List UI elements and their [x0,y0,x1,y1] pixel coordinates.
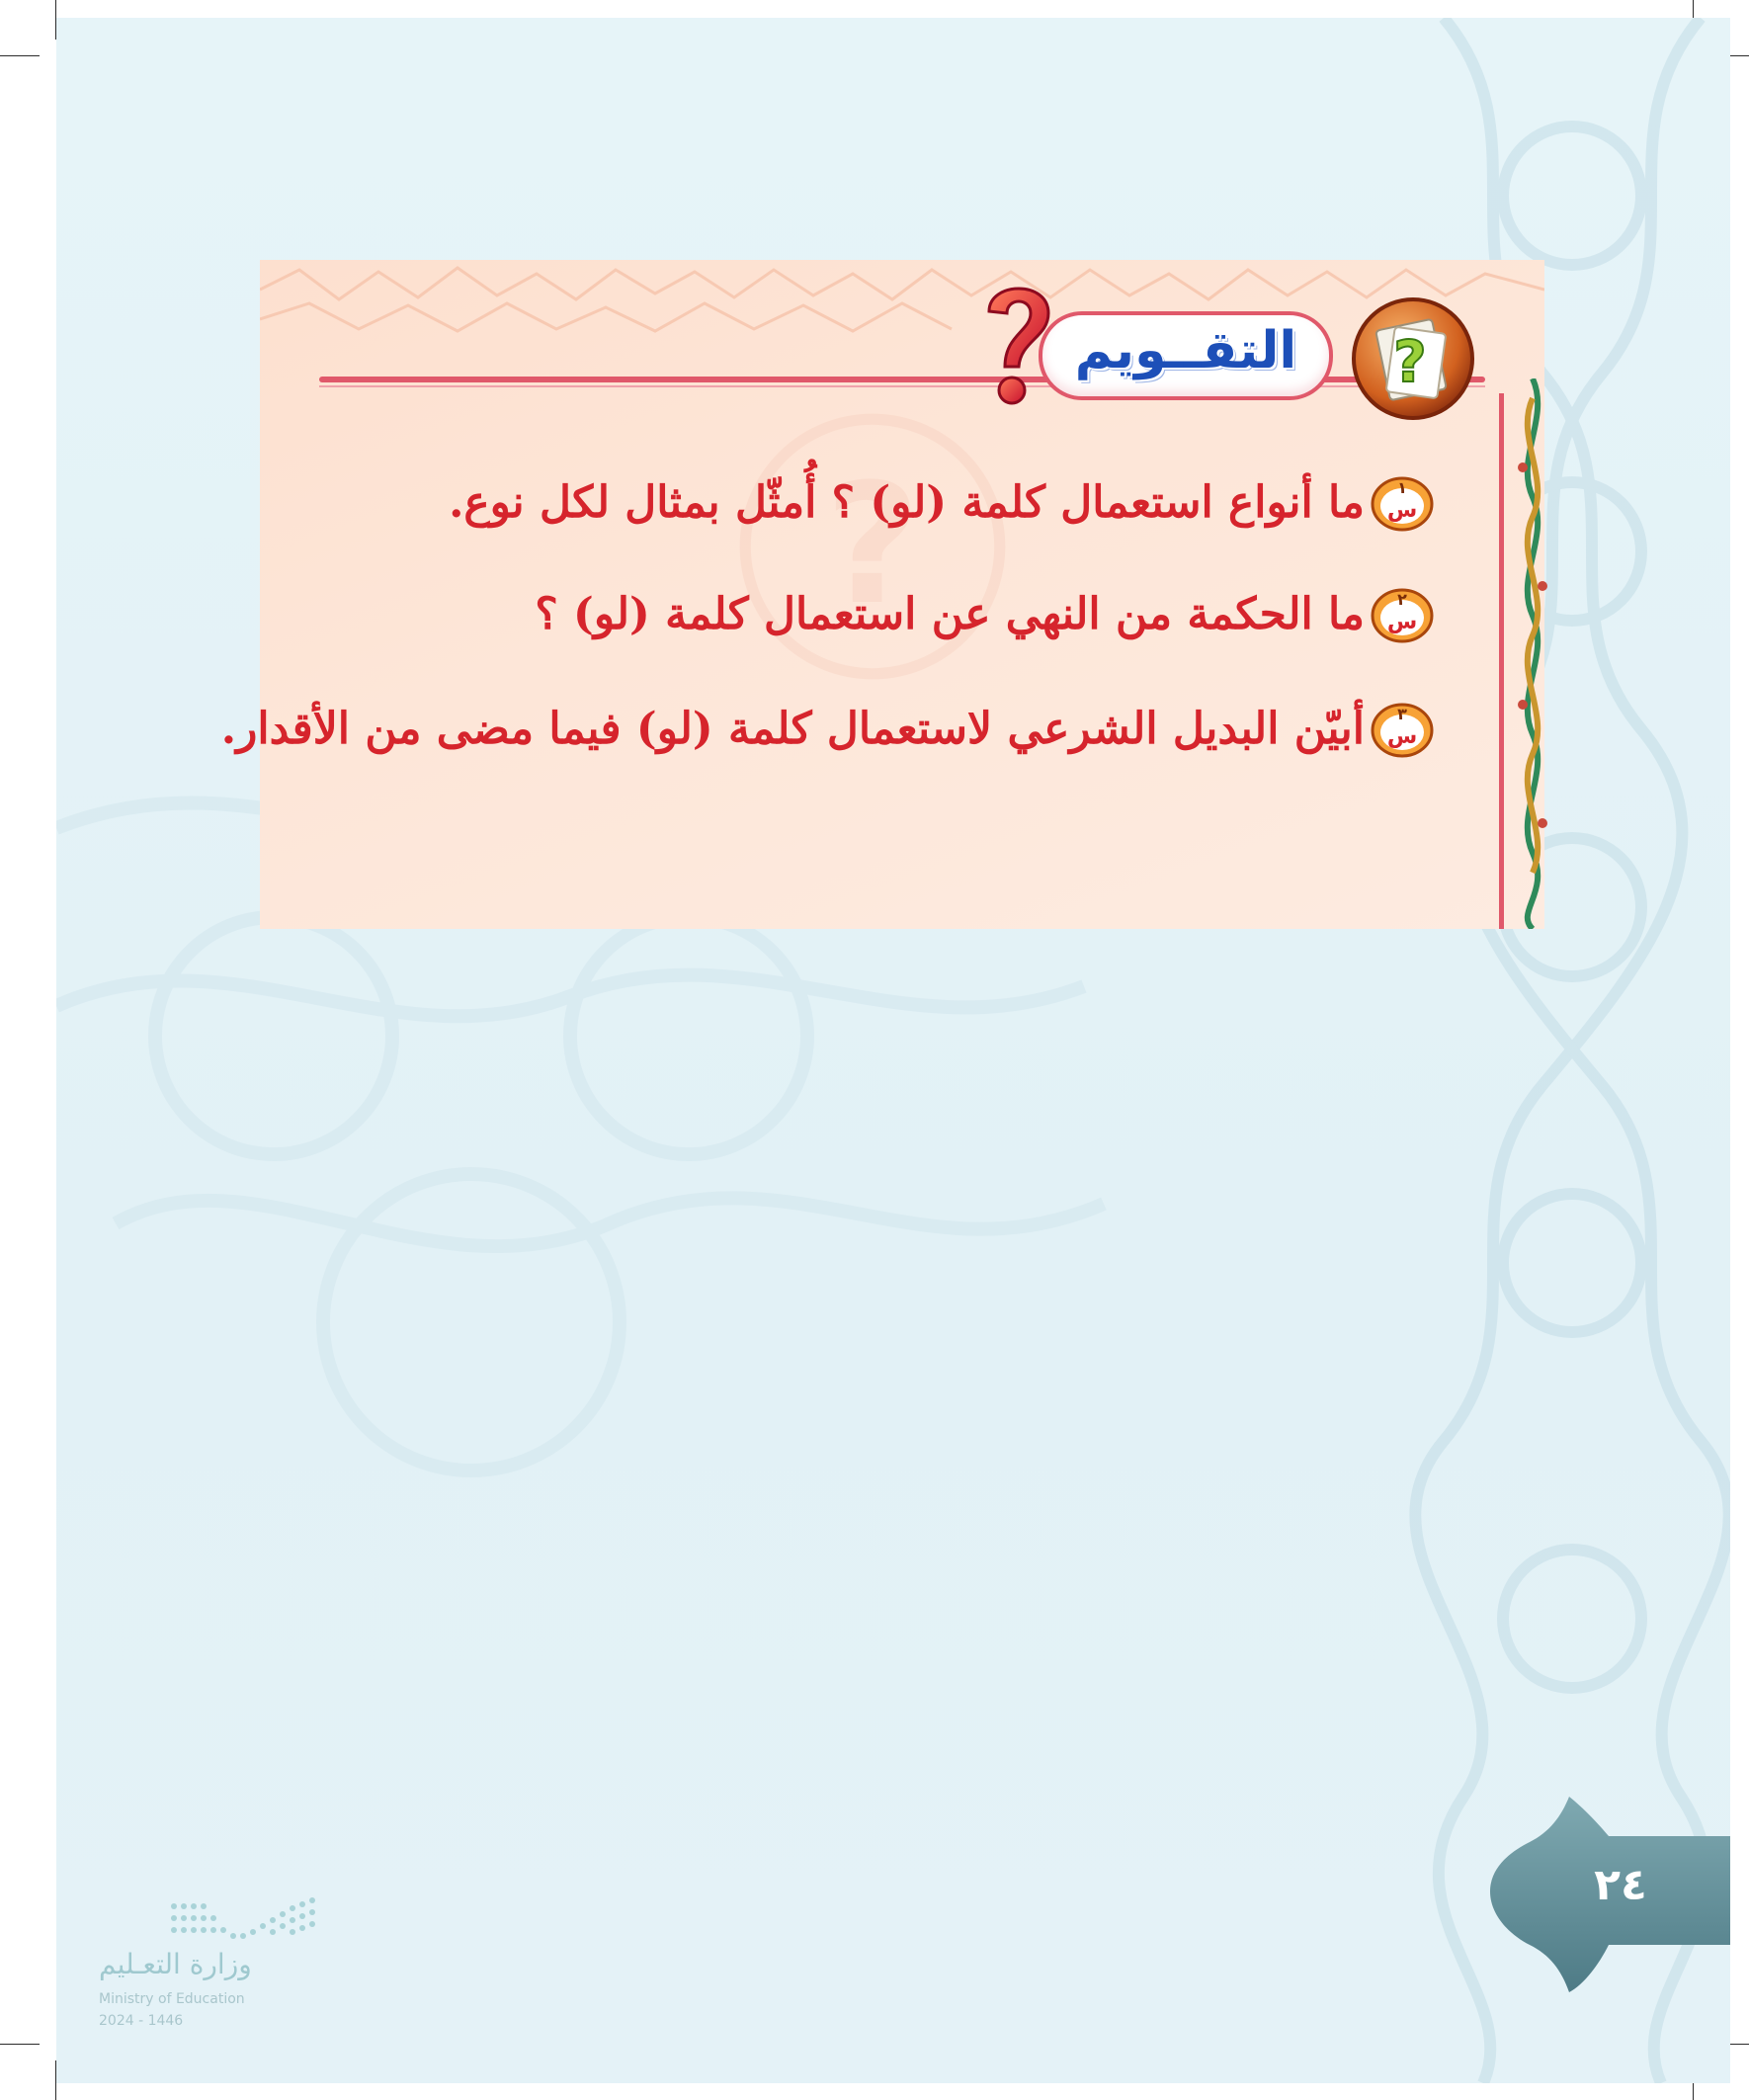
ministry-name-english: Ministry of Education [99,1991,245,2007]
question-badge-letter: س [1386,498,1418,523]
question-item-1 [449,462,1436,542]
question-text: ما أنواع استعمال كلمة (لو) ؟ أُمثّل بمثال لكل نوع. [449,476,1365,528]
section-title-pill [1039,311,1333,400]
question-item-3 [221,689,1436,768]
question-badge-icon [1369,698,1436,759]
question-badge-letter: س [1386,610,1418,634]
question-paper-emblem-icon [1349,294,1477,423]
question-badge-letter: س [1386,724,1418,749]
crop-mark [0,55,40,56]
side-rule [1499,393,1504,929]
question-badge-icon [1369,471,1436,533]
svg-text:?: ? [1393,328,1427,395]
crop-mark [0,2044,40,2045]
section-title: التقــويم [1074,321,1297,380]
ministry-logo-dots-icon [168,1892,316,1948]
question-text: أبيّن البديل الشرعي لاستعمال كلمة (لو) فيما مضى من الأقدار. [220,703,1365,754]
ministry-name-arabic: وزارة التعـليم [99,1948,252,1980]
vine-ornament [1511,378,1554,929]
question-badge-number: ١ [1397,478,1407,497]
question-badge-number: ٣ [1397,705,1407,723]
ministry-logo [99,1892,326,2031]
question-badge-icon [1369,583,1436,644]
evaluation-card [220,260,1544,929]
question-badge-number: ٢ [1397,590,1407,609]
textbook-page [56,18,1730,2083]
question-item-2 [535,574,1436,653]
question-text: ما الحكمة من النهي عن استعمال كلمة (لو) ؟ [535,588,1365,639]
page-number: ٢٤ [1594,1860,1647,1910]
ministry-year: 2024 - 1446 [99,2013,184,2029]
svg-text:?: ? [824,448,921,641]
